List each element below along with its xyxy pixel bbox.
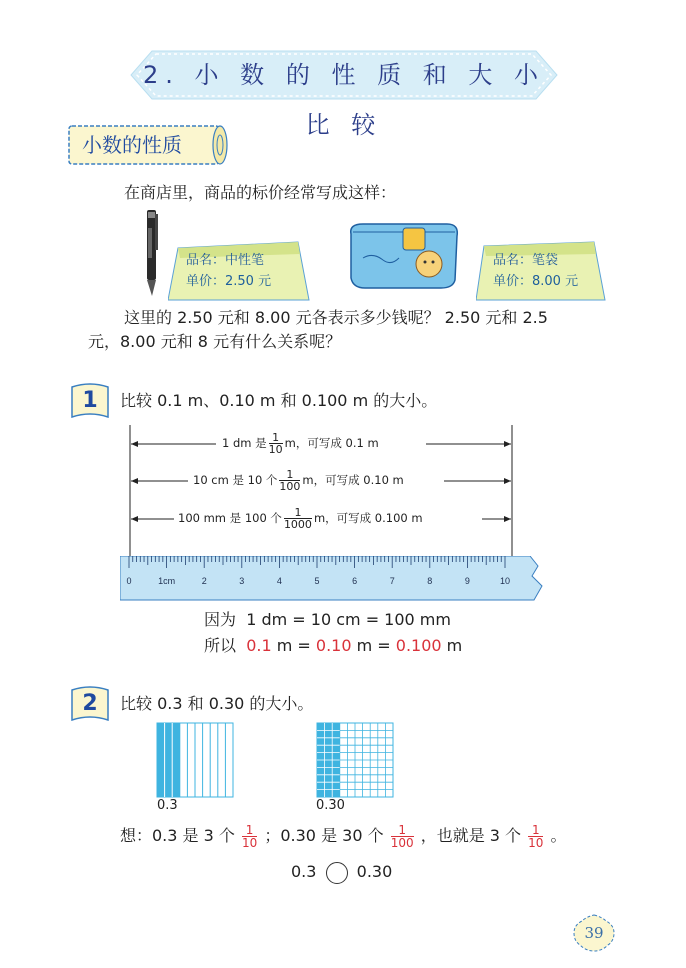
page-number-badge: [572, 913, 616, 953]
example-1-prompt: 比较 0.1 m、0.10 m 和 0.100 m 的大小。: [120, 391, 438, 410]
example-2-number: 2: [82, 691, 98, 716]
frac-num: 1: [272, 431, 280, 444]
ruler-label: 7: [389, 576, 395, 586]
measure-3-post: m，可写成 0.100 m: [313, 511, 423, 525]
so-row: [204, 630, 462, 662]
compare-circle-blank[interactable]: [326, 862, 348, 884]
section-tag: [68, 123, 228, 167]
grid-hundredths: [316, 722, 396, 798]
ruler-label: 5: [314, 576, 320, 586]
frac-den: 10: [528, 836, 544, 850]
ruler-label: 2: [201, 576, 207, 586]
pencil-case-icon: [343, 218, 463, 292]
frac-num: 1: [531, 823, 540, 837]
think-part-1: 想：0.3 是 3 个: [120, 826, 235, 845]
think-part-2: ；0.30 是 30 个: [264, 826, 384, 845]
shaded-tenth: [172, 723, 180, 797]
ruler-label: 10: [499, 576, 511, 586]
measure-line-2: [193, 469, 404, 492]
pen-price: 单价：2.50 元: [186, 274, 272, 289]
case-price: 单价：8.00 元: [493, 274, 579, 289]
ruler-label: 8: [427, 576, 433, 586]
price-card-pen-text: [186, 250, 271, 292]
question-line-2: 元，8.00 元和 8 元有什么关系呢？: [88, 332, 342, 351]
eq-unit: m: [441, 636, 463, 655]
frac-den: 10: [268, 443, 283, 456]
frac-den: 100: [390, 836, 414, 850]
frac-num: 1: [294, 506, 302, 519]
eq-sep-1: m =: [271, 636, 316, 655]
fraction-1-100: [279, 469, 300, 492]
ruler-label: 1cm: [158, 576, 176, 586]
value-0.10: 0.10: [315, 636, 352, 655]
think-fraction-1: [242, 824, 257, 849]
pen-icon: [140, 208, 162, 300]
grid-tenths: [156, 722, 236, 798]
fraction-1-10: [269, 432, 283, 455]
fraction-1-1000: [284, 507, 312, 530]
shaded-tenth: [165, 723, 173, 797]
frac-num: 1: [245, 823, 254, 837]
page-number: 39: [584, 924, 604, 942]
section-label: 小数的性质: [82, 133, 182, 157]
compare-left: 0.3: [291, 862, 317, 881]
page-title: 2. 小 数 的 性 质 和 大 小 比 较: [143, 61, 545, 139]
ruler-label: 0: [126, 576, 132, 586]
title-banner: [130, 50, 558, 139]
frac-den: 1000: [283, 518, 312, 531]
frac-den: 10: [241, 836, 258, 850]
because-label: 因为: [204, 610, 237, 629]
frac-den: 100: [279, 480, 301, 493]
grid1-label: 0.3: [157, 798, 178, 813]
measure-2-post: m，可写成 0.10 m: [302, 473, 404, 487]
price-card-case-text: [493, 250, 578, 292]
so-label: 所以: [204, 636, 237, 655]
frac-num: 1: [286, 468, 294, 481]
ruler-label: 9: [464, 576, 470, 586]
intro-text: 在商店里，商品的标价经常写成这样：: [124, 183, 397, 202]
compare-right: 0.30: [356, 862, 393, 881]
think-fraction-3: [528, 824, 543, 849]
question-line-1: 这里的 2.50 元和 8.00 元各表示多少钱呢？ 2.50 元和 2.5: [124, 308, 548, 327]
frac-num: 1: [398, 823, 406, 837]
ruler-label: 4: [276, 576, 282, 586]
think-part-4: 。: [550, 826, 567, 845]
think-part-3: ，也就是 3 个: [420, 826, 522, 845]
think-fraction-2: [391, 824, 414, 849]
measure-1-pre: 1 dm 是: [222, 436, 267, 450]
compare-row: [291, 856, 392, 888]
measure-3-pre: 100 mm 是 100 个: [178, 511, 282, 525]
example-1-badge: [70, 381, 110, 421]
example-1-number: 1: [82, 388, 98, 413]
value-0.1: 0.1: [246, 636, 272, 655]
ruler: [120, 556, 544, 604]
case-name: 品名：笔袋: [493, 253, 559, 268]
example-2-prompt: 比较 0.3 和 0.30 的大小。: [120, 694, 314, 713]
example-2-badge: [70, 684, 110, 724]
ruler-label: 6: [352, 576, 358, 586]
think-row: [120, 820, 567, 852]
measure-line-1: [222, 432, 379, 455]
eq-sep-2: m =: [351, 636, 396, 655]
measure-2-pre: 10 cm 是 10 个: [193, 473, 278, 487]
ruler-label: 3: [239, 576, 245, 586]
pen-name: 品名：中性笔: [186, 253, 265, 268]
shaded-tenth: [157, 723, 165, 797]
grid2-label: 0.30: [316, 798, 345, 813]
value-0.100: 0.100: [395, 636, 442, 655]
measure-1-post: m，可写成 0.1 m: [284, 436, 379, 450]
measure-line-3: [178, 507, 423, 530]
because-equation: 1 dm = 10 cm = 100 mm: [246, 610, 451, 629]
